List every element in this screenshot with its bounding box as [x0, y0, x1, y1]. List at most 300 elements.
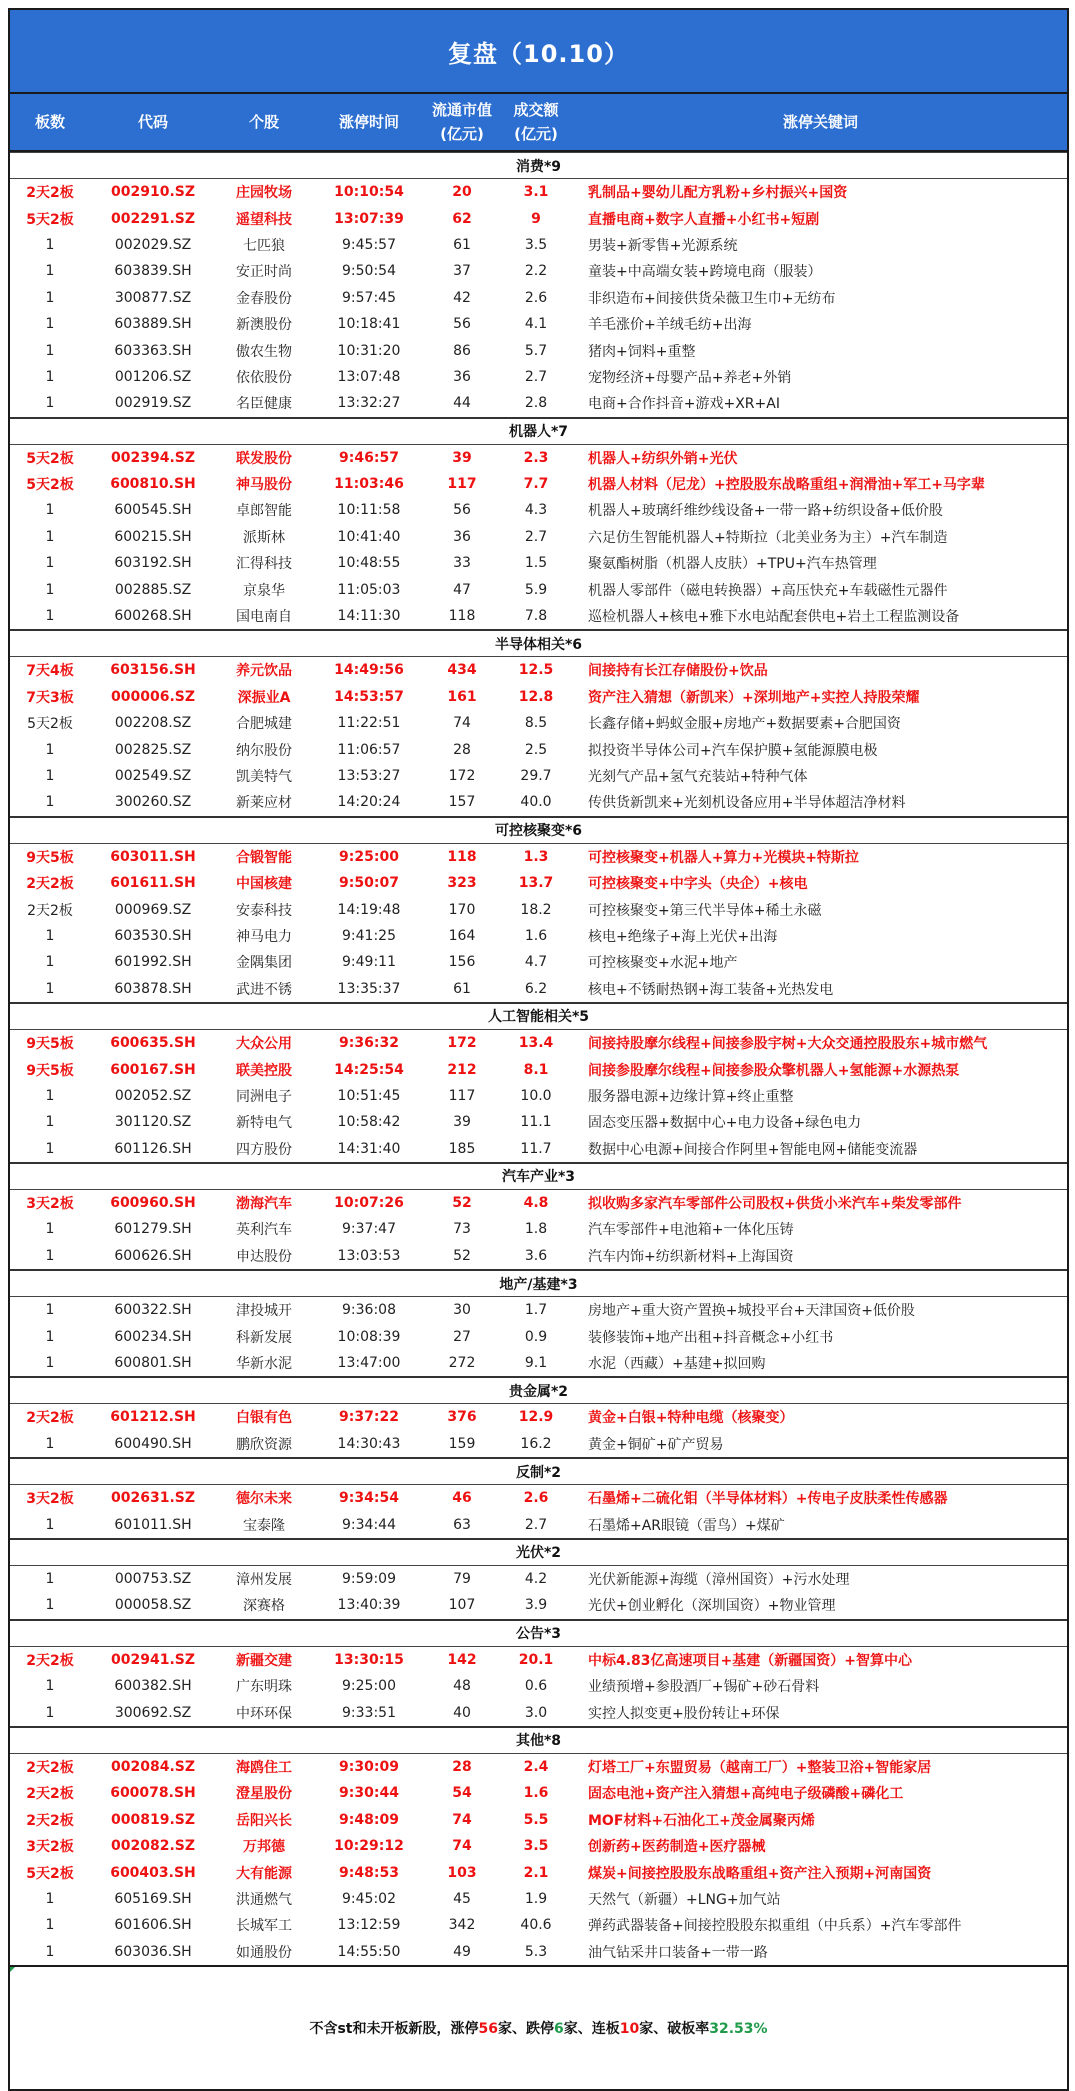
board-count: 1: [45, 794, 55, 811]
turnover: 3.6: [524, 1247, 548, 1264]
sector-header: 可控核聚变*6: [10, 816, 1067, 844]
turnover: 2.6: [523, 1490, 549, 1507]
market-cap: 48: [453, 1678, 471, 1695]
stock-code: 603036.SH: [114, 1943, 192, 1960]
stock-code: 600234.SH: [114, 1328, 192, 1345]
table-row: [10, 1297, 1067, 1323]
board-count: 2天2板: [27, 902, 73, 919]
table-row: [10, 524, 1067, 550]
stock-code: 300692.SZ: [114, 1704, 192, 1721]
stock-code: 002394.SZ: [111, 449, 195, 466]
stock-code: 002631.SZ: [111, 1490, 195, 1507]
board-count: 1: [45, 1221, 55, 1238]
stock-name: 津投城开: [236, 1303, 292, 1320]
market-cap: 27: [453, 1328, 471, 1345]
stock-code: 600167.SH: [110, 1061, 196, 1078]
market-cap: 62: [452, 210, 472, 227]
market-cap: 28: [453, 741, 471, 758]
table-row: [10, 1083, 1067, 1109]
turnover: 13.4: [518, 1035, 554, 1052]
stock-name: 遥望科技: [236, 211, 292, 228]
limit-up-time: 10:07:26: [334, 1195, 404, 1212]
board-count: 5天2板: [26, 477, 74, 494]
board-count: 1: [45, 581, 55, 598]
market-cap: 52: [453, 1247, 471, 1264]
column-header-keywords: 涨停关键词: [782, 113, 858, 131]
turnover: 11.1: [520, 1114, 552, 1131]
board-count: 1: [45, 263, 55, 280]
stock-name: 大众公用: [236, 1036, 292, 1053]
market-cap: 172: [447, 1035, 477, 1052]
table-row: [10, 576, 1067, 602]
limit-up-time: 10:18:41: [337, 316, 401, 333]
limit-up-time: 9:34:54: [339, 1490, 399, 1507]
sector-group: [10, 1162, 1067, 1269]
turnover: 0.9: [524, 1328, 548, 1345]
sector-group: [10, 1376, 1067, 1457]
sector-header: 光伏*2: [10, 1538, 1067, 1566]
keywords: 男装+新零售+光源系统: [588, 237, 738, 254]
table-row: [10, 789, 1067, 815]
table-row: [10, 232, 1067, 258]
stock-code: 000006.SZ: [111, 688, 195, 705]
turnover: 12.8: [518, 688, 554, 705]
board-count: 3天2板: [26, 1839, 74, 1856]
column-header-turnover-line1: 成交额: [513, 101, 559, 119]
turnover: 2.4: [523, 1758, 549, 1775]
keywords: 创新药+医药制造+医疗器械: [588, 1839, 766, 1856]
keywords: 资产注入猜想（新凯来）+深圳地产+实控人持股荣耀: [588, 689, 920, 706]
table-row: [10, 603, 1067, 629]
sector-group: [10, 629, 1067, 815]
turnover: 5.9: [524, 581, 548, 598]
limit-up-time: 14:30:43: [337, 1435, 401, 1452]
column-header-market-cap-line2: (亿元): [440, 125, 484, 143]
market-cap: 272: [448, 1355, 476, 1372]
stock-code: 600960.SH: [110, 1195, 196, 1212]
stock-code: 002208.SZ: [114, 715, 192, 732]
stock-name: 新疆交建: [236, 1652, 292, 1669]
stock-name: 神马电力: [236, 928, 292, 945]
stock-code: 002919.SZ: [114, 395, 192, 412]
keywords: 核电+绝缘子+海上光伏+出海: [588, 928, 778, 945]
keywords: 固态变压器+数据中心+电力设备+绿色电力: [588, 1115, 862, 1132]
stock-name: 凯美特气: [236, 769, 292, 785]
table-row: [10, 285, 1067, 311]
market-cap: 47: [453, 581, 471, 598]
table-row: [10, 1216, 1067, 1242]
sector-header: 汽车产业*3: [10, 1162, 1067, 1190]
keywords: 中标4.83亿高速项目+基建（新疆国资）+智算中心: [588, 1652, 913, 1669]
stock-code: 600268.SH: [114, 608, 192, 625]
turnover: 1.9: [524, 1890, 548, 1907]
summary-mid3: 家、破板率: [639, 2020, 710, 2037]
keywords: 间接参股摩尔线程+间接参股众擎机器人+氢能源+水源热泵: [588, 1062, 960, 1079]
board-count: 5天2板: [26, 1865, 74, 1882]
stock-code: 603878.SH: [114, 980, 192, 997]
table-row: [10, 1833, 1067, 1859]
market-cap: 46: [452, 1490, 472, 1507]
turnover: 1.6: [524, 927, 548, 944]
stock-code: 600215.SH: [114, 528, 192, 545]
keywords: 拟投资半导体公司+汽车保护膜+氢能源膜电极: [588, 742, 878, 759]
board-count: 2天2板: [26, 1786, 74, 1803]
stock-code: 600801.SH: [114, 1355, 192, 1372]
stock-code: 300260.SZ: [114, 794, 192, 811]
table-row: [10, 1886, 1067, 1912]
limit-up-time: 10:08:39: [337, 1328, 401, 1345]
market-cap: 44: [453, 395, 471, 412]
market-cap: 342: [448, 1917, 476, 1934]
market-cap: 74: [452, 1811, 472, 1828]
stock-code: 301120.SZ: [114, 1114, 192, 1131]
table-row: [10, 949, 1067, 975]
turnover: 2.7: [524, 368, 548, 385]
keywords: 长鑫存储+蚂蚁金服+房地产+数据要素+合肥国资: [588, 716, 901, 733]
sector-group: [10, 1269, 1067, 1376]
stock-code: 300877.SZ: [114, 289, 192, 306]
stock-name: 合锻智能: [236, 849, 292, 866]
board-count: 1: [45, 368, 55, 385]
keywords: 油气钻采井口装备+一带一路: [588, 1944, 768, 1961]
market-cap: 45: [453, 1890, 471, 1907]
limit-up-time: 10:41:40: [337, 528, 401, 545]
table-row: [10, 179, 1067, 205]
stock-code: 603011.SH: [110, 848, 196, 865]
table-row: [10, 1566, 1067, 1592]
limit-up-time: 13:35:37: [337, 980, 401, 997]
limit-up-time: 13:03:53: [337, 1247, 401, 1264]
stock-code: 603192.SH: [114, 555, 192, 572]
cell-comment-marker: [10, 1967, 15, 1972]
market-cap: 74: [453, 715, 471, 732]
keywords: 电商+合作抖音+游戏+XR+AI: [588, 396, 780, 413]
stock-code: 600078.SH: [110, 1785, 196, 1802]
keywords: 传供货新凯来+光刻机设备应用+半导体超洁净材料: [588, 795, 906, 812]
stock-name: 万邦德: [243, 1839, 285, 1856]
stock-name: 安泰科技: [236, 902, 292, 919]
table-row: [10, 471, 1067, 497]
board-count: 9天5板: [26, 1062, 74, 1079]
table-row: [10, 1592, 1067, 1618]
sector-header: 公告*3: [10, 1619, 1067, 1647]
stock-name: 申达股份: [236, 1248, 292, 1265]
board-count: 2天2板: [26, 876, 74, 893]
board-count: 1: [45, 927, 55, 944]
stock-code: 601606.SH: [114, 1917, 192, 1934]
stock-code: 000058.SZ: [114, 1597, 192, 1614]
market-cap: 212: [447, 1061, 477, 1078]
board-count: 5天2板: [27, 716, 73, 733]
limit-up-time: 13:47:00: [337, 1355, 401, 1372]
sector-group: [10, 1457, 1067, 1538]
table-row: [10, 1109, 1067, 1135]
keywords: 天然气（新疆）+LNG+加气站: [588, 1891, 781, 1908]
stock-code: 601279.SH: [114, 1221, 192, 1238]
keywords: 可控核聚变+第三代半导体+稀土永磁: [588, 902, 822, 919]
stock-name: 汇得科技: [236, 556, 292, 573]
limit-up-time: 13:07:48: [337, 368, 401, 385]
stock-name: 海鸥住工: [236, 1759, 292, 1776]
page-title: 复盘（10.10）: [10, 10, 1067, 94]
summary-footer: [10, 1965, 1067, 2089]
keywords: 装修装饰+地产出租+抖音概念+小红书: [588, 1329, 834, 1346]
board-count: 1: [45, 1597, 55, 1614]
stock-name: 岳阳兴长: [236, 1812, 292, 1829]
stock-code: 001206.SZ: [114, 368, 192, 385]
market-cap: 42: [453, 289, 471, 306]
market-cap: 117: [448, 1087, 476, 1104]
stock-name: 中环环保: [236, 1705, 292, 1722]
market-cap: 28: [452, 1758, 472, 1775]
stock-name: 四方股份: [236, 1141, 292, 1158]
board-count: 3天2板: [26, 1491, 74, 1508]
market-cap: 56: [453, 502, 471, 519]
keywords: 服务器电源+边缘计算+终止重整: [588, 1088, 794, 1105]
keywords: 房地产+重大资产置换+城投平台+天津国资+低价股: [588, 1303, 915, 1320]
table-row: [10, 1136, 1067, 1162]
turnover: 4.8: [523, 1195, 549, 1212]
market-cap: 20: [452, 184, 472, 201]
market-cap: 79: [453, 1570, 471, 1587]
stock-code: 600810.SH: [110, 476, 196, 493]
keywords: 聚氨酯树脂（机器人皮肤）+TPU+汽车热管理: [588, 556, 877, 573]
market-cap: 142: [447, 1651, 477, 1668]
market-cap: 323: [447, 875, 477, 892]
keywords: 固态电池+资产注入猜想+高纯电子级磷酸+磷化工: [588, 1786, 904, 1803]
limit-up-time: 9:33:51: [342, 1704, 396, 1721]
stock-name: 联美控股: [236, 1062, 292, 1079]
turnover: 18.2: [520, 901, 552, 918]
market-cap: 37: [453, 263, 471, 280]
turnover: 5.5: [523, 1811, 549, 1828]
stock-name: 白银有色: [236, 1410, 292, 1427]
turnover: 11.7: [520, 1140, 552, 1157]
table-row: [10, 364, 1067, 390]
stock-name: 神马股份: [236, 477, 292, 494]
turnover: 5.3: [524, 1943, 548, 1960]
board-count: 1: [45, 1570, 55, 1587]
keywords: 非织造布+间接供货朵薇卫生巾+无纺布: [588, 290, 836, 307]
limit-up-time: 13:12:59: [337, 1917, 401, 1934]
stock-name: 庄园牧场: [236, 185, 292, 202]
column-header-ban: 板数: [34, 113, 65, 131]
board-count: 5天2板: [26, 450, 74, 467]
board-count: 1: [45, 316, 55, 333]
keywords: 光刻气产品+氢气充装站+特种气体: [588, 769, 808, 785]
market-cap: 39: [453, 1114, 471, 1131]
stock-name: 七匹狼: [243, 237, 285, 254]
sector-header: 消费*9: [10, 152, 1067, 179]
turnover: 3.1: [523, 184, 549, 201]
market-cap: 161: [447, 688, 477, 705]
stock-code: 600382.SH: [114, 1678, 192, 1695]
stock-name: 新特电气: [236, 1115, 292, 1132]
market-cap: 33: [453, 555, 471, 572]
turnover: 9.1: [524, 1355, 548, 1372]
stock-name: 京泉华: [243, 582, 285, 599]
limit-up-time: 13:32:27: [337, 395, 401, 412]
table-row: [10, 1404, 1067, 1430]
stock-name: 漳州发展: [236, 1571, 292, 1588]
table-row: [10, 657, 1067, 683]
board-count: 1: [45, 768, 55, 784]
stock-code: 002084.SZ: [111, 1758, 195, 1775]
limit-up-time: 11:03:46: [334, 476, 404, 493]
stock-name: 纳尔股份: [236, 742, 292, 759]
turnover: 4.7: [524, 954, 548, 971]
turnover: 7.7: [523, 476, 549, 493]
table-row: [10, 870, 1067, 896]
limit-up-time: 14:31:40: [337, 1140, 401, 1157]
board-count: 3天2板: [26, 1196, 74, 1213]
stock-code: 603839.SH: [114, 263, 192, 280]
stock-code: 002549.SZ: [114, 768, 192, 784]
board-count: 2天2板: [26, 185, 74, 202]
table-row: [10, 976, 1067, 1002]
market-cap: 107: [448, 1597, 476, 1614]
market-cap: 156: [448, 954, 476, 971]
table-row: [10, 710, 1067, 736]
stock-code: 002885.SZ: [114, 581, 192, 598]
market-cap: 52: [452, 1195, 472, 1212]
table-row: [10, 763, 1067, 789]
board-count: 1: [45, 1890, 55, 1907]
board-count: 1: [45, 236, 55, 253]
keywords: 机器人零部件（磁电转换器）+高压快充+车载磁性元器件: [588, 582, 948, 599]
stock-name: 长城军工: [236, 1918, 292, 1935]
summary-prefix: 不含st和未开板新股，涨停: [309, 2020, 479, 2037]
turnover: 1.5: [524, 555, 548, 572]
table-row: [10, 1647, 1067, 1673]
market-cap: 103: [447, 1864, 477, 1881]
turnover: 1.7: [524, 1302, 548, 1319]
stock-code: 603889.SH: [114, 316, 192, 333]
turnover: 40.6: [520, 1917, 552, 1934]
keywords: 乳制品+婴幼儿配方乳粉+乡村振兴+国资: [588, 185, 848, 202]
limit-up-time: 9:59:09: [342, 1570, 396, 1587]
keywords: 机器人+玻璃纤维纱线设备+一带一路+纺织设备+低价股: [588, 503, 943, 520]
turnover: 4.2: [524, 1570, 548, 1587]
turnover: 16.2: [520, 1435, 552, 1452]
summary-mid1: 家、跌停: [497, 2020, 554, 2037]
board-count: 2天2板: [26, 1759, 74, 1776]
limit-up-time: 11:05:03: [337, 581, 401, 598]
stock-code: 603156.SH: [110, 662, 196, 679]
limit-up-time: 14:11:30: [337, 608, 401, 625]
limit-up-time: 10:11:58: [337, 502, 401, 519]
market-cap: 36: [453, 528, 471, 545]
turnover: 5.7: [524, 342, 548, 359]
market-cap: 30: [453, 1302, 471, 1319]
turnover: 2.5: [524, 741, 548, 758]
summary-text: [309, 2018, 767, 2038]
limit-up-time: 9:46:57: [339, 449, 399, 466]
table-row: [10, 1912, 1067, 1938]
stock-code: 002941.SZ: [111, 1651, 195, 1668]
board-count: 1: [45, 1114, 55, 1131]
limit-up-time: 9:41:25: [342, 927, 396, 944]
table-row: [10, 1030, 1067, 1056]
board-count: 1: [45, 528, 55, 545]
table-row: [10, 1323, 1067, 1349]
keywords: 童装+中高端女装+跨境电商（服装）: [588, 264, 822, 281]
column-header-row: [10, 94, 1067, 152]
limit-up-time: 9:36:08: [342, 1302, 396, 1319]
stock-name: 洪通燃气: [236, 1891, 292, 1908]
board-count: 1: [45, 1678, 55, 1695]
table-row: [10, 1673, 1067, 1699]
keywords: 猪肉+饲料+重整: [588, 343, 696, 360]
turnover: 2.3: [523, 449, 549, 466]
limit-up-time: 9:48:09: [339, 1811, 399, 1828]
sector-header: 其他*8: [10, 1726, 1067, 1754]
stock-name: 养元饮品: [236, 663, 292, 680]
limit-up-time: 10:29:12: [334, 1838, 404, 1855]
turnover: 9: [531, 210, 541, 227]
turnover: 40.0: [520, 794, 552, 811]
keywords: 数据中心电源+间接合作阿里+智能电网+储能变流器: [588, 1141, 918, 1158]
keywords: 直播电商+数字人直播+小红书+短剧: [588, 211, 820, 228]
turnover: 3.9: [524, 1597, 548, 1614]
limit-up-time: 13:07:39: [334, 210, 404, 227]
table-row: [10, 390, 1067, 416]
keywords: 黄金+铜矿+矿产贸易: [588, 1436, 724, 1453]
keywords: 巡检机器人+核电+雅下水电站配套供电+岩土工程监测设备: [588, 609, 960, 626]
keywords: 拟收购多家汽车零部件公司股权+供货小米汽车+柴发零部件: [588, 1196, 962, 1213]
table-row: [10, 923, 1067, 949]
board-count: 1: [45, 741, 55, 758]
table-row: [10, 1699, 1067, 1725]
limit-up-time: 14:53:57: [334, 688, 404, 705]
table-row: [10, 258, 1067, 284]
turnover: 20.1: [518, 1651, 554, 1668]
market-cap: 39: [452, 449, 472, 466]
board-count: 1: [45, 1328, 55, 1345]
sector-group: [10, 1619, 1067, 1726]
market-cap: 376: [447, 1409, 477, 1426]
turnover: 4.1: [524, 316, 548, 333]
market-cap: 36: [453, 368, 471, 385]
board-count: 2天2板: [26, 1812, 74, 1829]
column-header-code: 代码: [137, 113, 168, 131]
limit-up-time: 14:19:48: [337, 901, 401, 918]
market-cap: 157: [448, 794, 476, 811]
keywords: 灯塔工厂+东盟贸易（越南工厂）+整装卫浴+智能家居: [588, 1759, 932, 1776]
stock-code: 002082.SZ: [111, 1838, 195, 1855]
turnover: 1.3: [523, 848, 549, 865]
stock-name: 科新发展: [236, 1329, 292, 1346]
board-count: 1: [45, 1917, 55, 1934]
table-row: [10, 445, 1067, 471]
board-count: 1: [45, 1247, 55, 1264]
board-count: 1: [45, 502, 55, 519]
stock-name: 武进不锈: [236, 981, 292, 998]
consecutive-count: 10: [619, 2020, 640, 2037]
board-count: 1: [45, 1516, 55, 1533]
market-cap: 49: [453, 1943, 471, 1960]
column-header-market-cap: [426, 98, 498, 146]
market-cap: 117: [447, 476, 477, 493]
market-cap: 185: [448, 1140, 476, 1157]
board-count: 2天2板: [26, 1410, 74, 1427]
limit-up-count: 56: [478, 2020, 498, 2037]
limit-up-time: 14:49:56: [334, 662, 404, 679]
keywords: 可控核聚变+中字头（央企）+核电: [588, 876, 808, 893]
turnover: 2.8: [524, 395, 548, 412]
table-row: [10, 1754, 1067, 1780]
stock-name: 傲农生物: [236, 343, 292, 360]
